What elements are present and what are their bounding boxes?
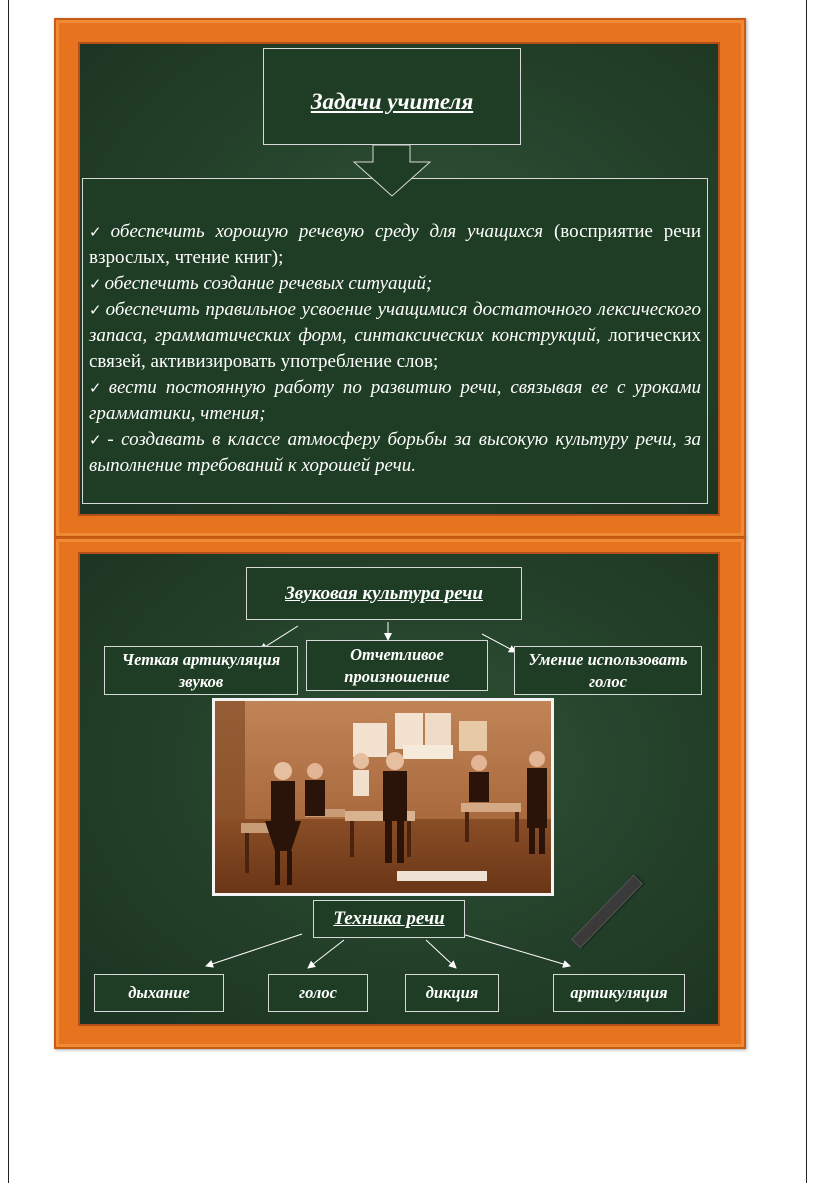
task-item: ✓ обеспечить хорошую речевую среду для учащихся (восприятие речи взрослых, чтение книг); bbox=[89, 221, 701, 268]
task-item: ✓ обеспечить правильное усвоение учащимися достаточного лексического запаса, грамматических форм, синтаксических конструкций, логических связей, активизировать употребление слов; bbox=[89, 299, 701, 372]
checkmark-icon: ✓ bbox=[89, 379, 106, 397]
technique-header: Техника речи bbox=[333, 908, 445, 929]
classroom-photo bbox=[212, 698, 554, 896]
technique-box-breathing bbox=[94, 974, 224, 1012]
sound-culture-header: Звуковая культура речи bbox=[285, 582, 483, 604]
technique-label: артикуляция bbox=[570, 983, 668, 1002]
technique-box-diction bbox=[405, 974, 499, 1012]
technique-label: дыхание bbox=[128, 983, 190, 1002]
task-item: ✓ вести постоянную работу по развитию речи, связывая ее с уроками грамматики, чтения; bbox=[89, 377, 701, 424]
technique-header-box bbox=[313, 900, 465, 938]
technique-box-articulation bbox=[553, 974, 685, 1012]
technique-label: дикция bbox=[425, 983, 479, 1002]
branch-label: Четкая артикуляция звуков bbox=[121, 649, 281, 691]
checkmark-icon: ✓ bbox=[89, 431, 105, 449]
branch-box-voice-use bbox=[514, 646, 702, 695]
technique-box-voice bbox=[268, 974, 368, 1012]
sound-culture-header-box bbox=[246, 567, 522, 620]
technique-label: голос bbox=[299, 983, 337, 1002]
branch-label: Отчетливое произношение bbox=[344, 644, 450, 686]
task-item: ✓ - создавать в классе атмосферу борьбы за высокую культуру речи, за выполнение требований к хорошей речи. bbox=[89, 429, 701, 476]
teacher-tasks-title: Задачи учителя bbox=[310, 89, 474, 114]
checkmark-icon: ✓ bbox=[89, 301, 103, 319]
branch-box-articulation bbox=[104, 646, 298, 695]
checkmark-icon: ✓ bbox=[89, 275, 102, 293]
down-arrow-icon bbox=[354, 145, 430, 196]
classroom-illustration bbox=[215, 701, 551, 893]
branch-label: Умение использовать голос bbox=[528, 649, 688, 691]
branch-box-pronunciation bbox=[306, 640, 488, 691]
task-item: ✓ обеспечить создание речевых ситуаций; bbox=[89, 273, 433, 294]
checkmark-icon: ✓ bbox=[89, 223, 108, 241]
